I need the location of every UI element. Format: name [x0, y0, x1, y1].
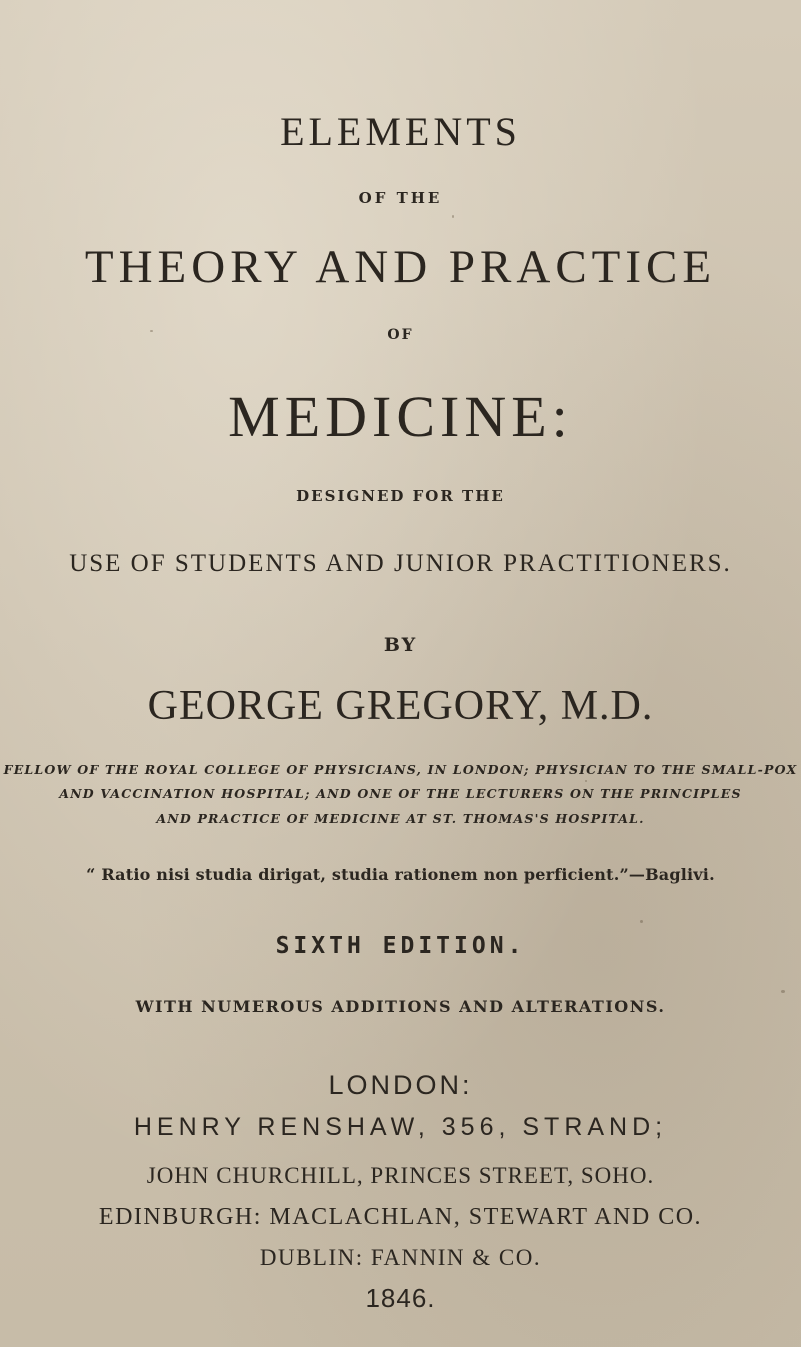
foxing-speck — [452, 215, 454, 218]
publication-year: 1846. — [365, 1283, 436, 1313]
foxing-speck — [640, 920, 643, 923]
main-title: ELEMENTS — [280, 109, 521, 154]
publisher-line: DUBLIN: FANNIN & CO. — [259, 1245, 542, 1270]
additions-line: WITH NUMEROUS ADDITIONS AND ALTERATIONS. — [135, 997, 666, 1016]
foxing-speck — [585, 780, 587, 782]
subject-title: MEDICINE: — [228, 384, 573, 449]
publisher-line: JOHN CHURCHILL, PRINCES STREET, SOHO. — [146, 1163, 655, 1188]
author-name: GEORGE GREGORY, M.D. — [147, 683, 654, 729]
audience-line: USE OF STUDENTS AND JUNIOR PRACTITIONERS. — [69, 550, 732, 577]
theory-line: THEORY AND PRACTICE — [84, 241, 717, 293]
foxing-speck — [781, 990, 785, 993]
publisher-line: HENRY RENSHAW, 356, STRAND; — [133, 1113, 668, 1141]
publisher-line: EDINBURGH: MACLACHLAN, STEWART AND CO. — [98, 1204, 703, 1230]
motto-quote: “ Ratio nisi studia dirigat, studia rationem non perficient.”—Baglivi. — [86, 865, 715, 884]
credentials-line: AND VACCINATION HOSPITAL; AND ONE OF THE LECTURERS ON THE PRINCIPLES — [59, 786, 742, 801]
edition-line: SIXTH EDITION. — [275, 933, 526, 959]
designed-line: DESIGNED FOR THE — [296, 487, 505, 505]
of-the-line: OF THE — [358, 189, 443, 207]
credentials-line: FELLOW OF THE ROYAL COLLEGE OF PHYSICIANS, IN LONDON; PHYSICIAN TO THE SMALL-POX — [3, 762, 798, 777]
of-line: OF — [387, 327, 414, 343]
credentials-line: AND PRACTICE OF MEDICINE AT ST. THOMAS'S HOSPITAL. — [156, 811, 645, 826]
by-line: BY — [383, 634, 418, 656]
imprint-city: LONDON: — [328, 1070, 473, 1100]
